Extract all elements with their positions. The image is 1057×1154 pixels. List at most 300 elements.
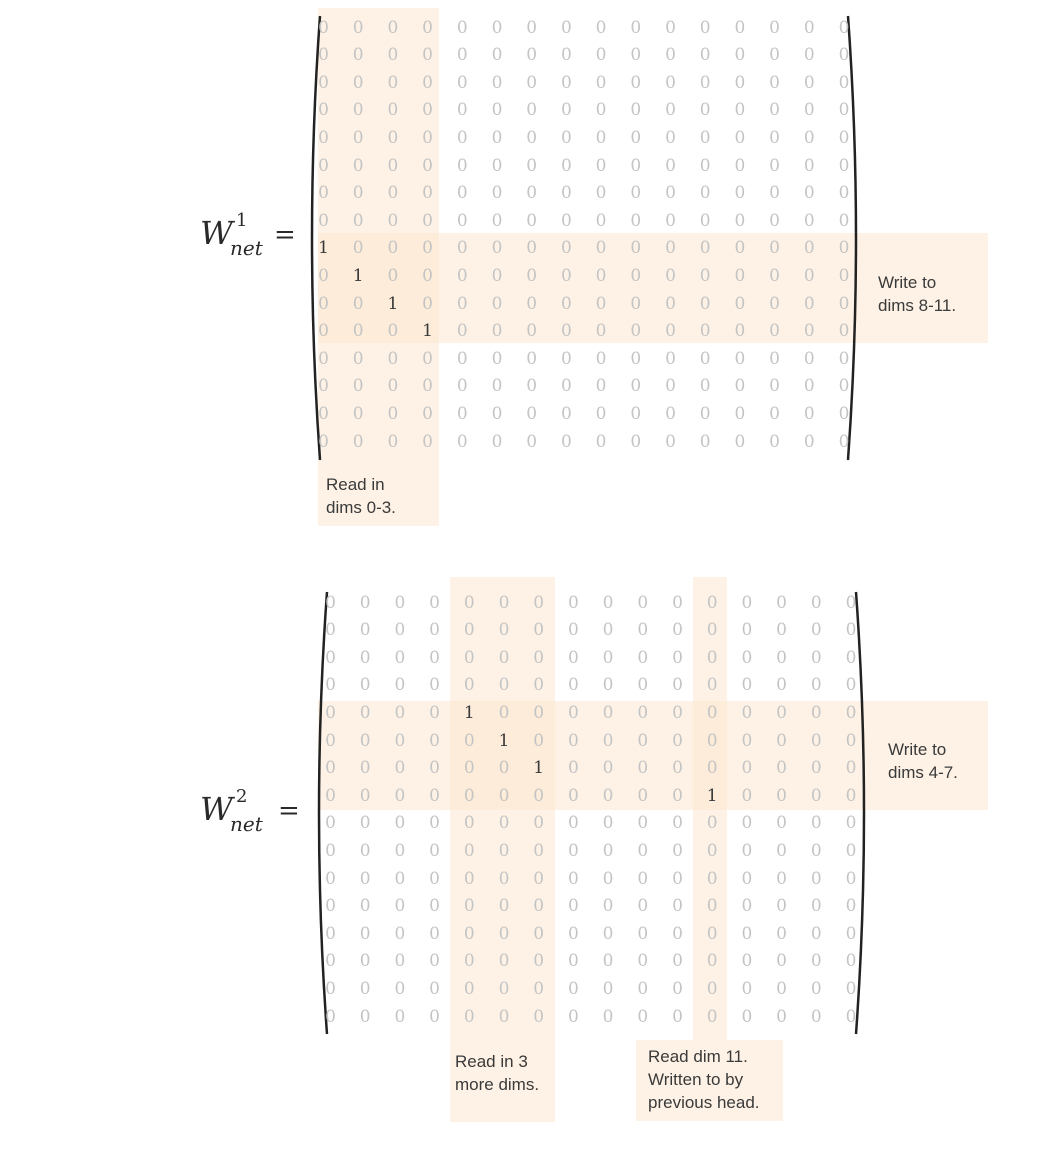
matrix-cell: 0 [776, 1006, 787, 1027]
matrix-cell: 0 [422, 17, 433, 38]
matrix-cell: 0 [526, 72, 538, 93]
matrix-cell: 0 [741, 840, 753, 861]
matrix-cell: 0 [776, 951, 787, 972]
matrix-cell: 0 [672, 702, 683, 723]
matrix-cell: 0 [672, 868, 683, 889]
matrix-cell: 0 [463, 592, 475, 613]
matrix-cell: 0 [429, 978, 440, 999]
matrix-cell-one: 1 [706, 785, 718, 806]
matrix-cell: 0 [845, 675, 857, 696]
matrix-cell: 0 [672, 730, 683, 751]
matrix-cell: 0 [845, 813, 857, 834]
matrix-cell: 0 [803, 155, 815, 176]
matrix-cell: 0 [567, 675, 579, 696]
matrix-cell: 0 [325, 592, 336, 613]
matrix-cell: 0 [776, 620, 787, 641]
matrix-cell: 0 [776, 675, 787, 696]
matrix-cell: 0 [387, 100, 399, 121]
equals-sign: = [278, 796, 300, 826]
matrix-subscript: net [230, 236, 263, 260]
matrix-cell: 0 [769, 431, 780, 452]
matrix-cell: 0 [560, 155, 572, 176]
matrix-cell: 0 [672, 758, 683, 779]
matrix-cell: 0 [491, 293, 503, 314]
matrix-cell: 0 [325, 1006, 336, 1027]
matrix-cell: 0 [602, 868, 614, 889]
matrix-cell: 0 [567, 1006, 579, 1027]
matrix-cell: 0 [769, 348, 780, 369]
matrix-cell: 0 [526, 17, 538, 38]
matrix-cell: 0 [498, 840, 510, 861]
matrix-cell: 0 [491, 376, 503, 397]
read-extra-annotation: Read dim 11. Written to by previous head. [648, 1047, 760, 1112]
matrix-cell: 0 [456, 155, 468, 176]
matrix-cell: 0 [422, 431, 433, 452]
matrix-cell: 0 [429, 758, 440, 779]
matrix-cell: 0 [560, 100, 572, 121]
matrix-cell: 0 [352, 431, 364, 452]
matrix-cell: 0 [769, 403, 780, 424]
matrix-cell: 0 [498, 675, 510, 696]
matrix-cell: 0 [630, 376, 642, 397]
matrix-cell: 0 [352, 72, 364, 93]
matrix-cell: 0 [665, 45, 676, 66]
matrix-cell: 0 [352, 321, 364, 342]
matrix-cell: 0 [498, 1006, 510, 1027]
matrix-cell: 0 [463, 868, 475, 889]
matrix-cell: 0 [734, 127, 746, 148]
matrix-cell: 0 [394, 923, 406, 944]
matrix-cell: 0 [810, 702, 822, 723]
matrix-cell: 0 [352, 100, 364, 121]
matrix-cell: 0 [325, 702, 336, 723]
matrix-cell: 0 [498, 785, 510, 806]
matrix-cell: 0 [560, 127, 572, 148]
matrix-cell: 0 [526, 45, 538, 66]
matrix-cell: 0 [810, 1006, 822, 1027]
matrix-cell: 0 [602, 675, 614, 696]
matrix-cell: 0 [845, 620, 857, 641]
matrix-cell: 0 [422, 293, 433, 314]
matrix-cell: 0 [637, 592, 649, 613]
matrix-cell: 0 [491, 72, 503, 93]
matrix-cell: 0 [491, 348, 503, 369]
matrix-cell: 0 [803, 72, 815, 93]
matrix-cell: 0 [602, 730, 614, 751]
matrix-cell: 0 [699, 100, 711, 121]
matrix-cell: 0 [456, 265, 468, 286]
matrix-cell: 0 [498, 702, 510, 723]
matrix-cell: 0 [560, 403, 572, 424]
matrix-label [200, 210, 300, 264]
matrix-cell: 0 [699, 155, 711, 176]
matrix-cell: 0 [803, 210, 815, 231]
matrix-cell: 0 [387, 265, 399, 286]
matrix-cell: 0 [318, 431, 329, 452]
matrix-cell: 0 [810, 813, 822, 834]
matrix-cell: 0 [526, 210, 538, 231]
matrix-cell: 0 [318, 45, 329, 66]
matrix-cell: 0 [741, 1006, 753, 1027]
matrix-cell: 0 [803, 348, 815, 369]
matrix-cell: 0 [456, 183, 468, 204]
matrix-cell: 0 [769, 183, 780, 204]
matrix-cell: 0 [463, 896, 475, 917]
matrix-cell: 0 [394, 758, 406, 779]
matrix-cell: 0 [803, 127, 815, 148]
matrix-cell: 0 [803, 265, 815, 286]
matrix-cell: 0 [359, 785, 371, 806]
matrix-cell: 0 [463, 730, 475, 751]
matrix-cell: 0 [456, 72, 468, 93]
matrix-cell: 0 [845, 1006, 857, 1027]
matrix-cell: 0 [637, 923, 649, 944]
matrix-cell: 0 [463, 923, 475, 944]
matrix-cell: 0 [838, 155, 850, 176]
matrix-cell: 0 [498, 923, 510, 944]
matrix-cell: 0 [665, 17, 676, 38]
matrix-cell: 0 [429, 647, 440, 668]
matrix-cell: 0 [533, 702, 545, 723]
matrix-cell: 0 [422, 183, 433, 204]
matrix-cell: 0 [394, 785, 406, 806]
matrix-cell: 0 [672, 785, 683, 806]
matrix-cell: 0 [526, 431, 538, 452]
matrix-cell: 0 [456, 376, 468, 397]
matrix-cell: 0 [560, 321, 572, 342]
matrix-cell: 0 [595, 210, 607, 231]
matrix-cell: 0 [838, 321, 850, 342]
matrix-cell: 0 [734, 376, 746, 397]
matrix-cell: 0 [456, 348, 468, 369]
matrix-cell: 0 [325, 896, 336, 917]
matrix-cell: 0 [387, 238, 399, 259]
matrix-cell: 0 [630, 238, 642, 259]
matrix-cell: 0 [567, 978, 579, 999]
matrix-cell: 0 [456, 100, 468, 121]
matrix-cell: 0 [665, 210, 676, 231]
matrix-cell: 0 [699, 376, 711, 397]
matrix-cell: 0 [699, 403, 711, 424]
matrix-cell: 0 [560, 293, 572, 314]
matrix-cell: 0 [630, 72, 642, 93]
matrix-cell: 0 [672, 951, 683, 972]
matrix-cell: 0 [429, 620, 440, 641]
matrix-cell: 0 [776, 813, 787, 834]
matrix-cell: 0 [769, 321, 780, 342]
matrix-cell: 0 [463, 978, 475, 999]
matrix-cell: 0 [491, 127, 503, 148]
matrix-cell: 0 [602, 813, 614, 834]
matrix-cell: 0 [665, 403, 676, 424]
matrix-cell: 0 [359, 951, 371, 972]
matrix-cell: 0 [352, 155, 364, 176]
matrix-cell: 0 [595, 348, 607, 369]
matrix-cell: 0 [769, 376, 780, 397]
matrix-cell: 0 [810, 785, 822, 806]
matrix-cell: 0 [567, 868, 579, 889]
matrix-cell: 0 [630, 265, 642, 286]
matrix-cell: 0 [429, 923, 440, 944]
matrix-cell: 0 [394, 592, 406, 613]
matrix-cell: 0 [838, 17, 850, 38]
matrix-cell: 0 [498, 592, 510, 613]
matrix-cell: 0 [560, 376, 572, 397]
matrix-cell: 0 [352, 376, 364, 397]
matrix-cell: 0 [803, 45, 815, 66]
matrix-cell: 0 [456, 431, 468, 452]
matrix-cell: 0 [630, 321, 642, 342]
matrix-cell: 0 [526, 183, 538, 204]
matrix-cell: 0 [533, 785, 545, 806]
matrix-cell: 0 [845, 978, 857, 999]
matrix-cell: 0 [706, 840, 718, 861]
matrix-cell: 0 [533, 813, 545, 834]
matrix-cell: 0 [672, 840, 683, 861]
matrix-cell: 0 [803, 100, 815, 121]
matrix-cell: 0 [359, 840, 371, 861]
matrix-cell: 0 [491, 45, 503, 66]
matrix-cell: 0 [318, 265, 329, 286]
matrix-cell: 0 [706, 951, 718, 972]
matrix-cell: 0 [734, 183, 746, 204]
matrix-cell: 0 [637, 951, 649, 972]
matrix-cell: 0 [394, 675, 406, 696]
matrix-cell-one: 1 [422, 321, 433, 342]
matrix-cell: 0 [533, 840, 545, 861]
matrix-cell: 0 [526, 238, 538, 259]
matrix-cell: 0 [456, 321, 468, 342]
matrix-cell: 0 [463, 813, 475, 834]
matrix-cell: 0 [699, 72, 711, 93]
matrix-cell: 0 [352, 238, 364, 259]
matrix-cell: 0 [491, 403, 503, 424]
matrix-cell: 0 [526, 321, 538, 342]
matrix-cell: 0 [665, 183, 676, 204]
matrix-cell: 0 [359, 758, 371, 779]
matrix-cell: 0 [560, 72, 572, 93]
matrix-cell: 0 [456, 127, 468, 148]
matrix-cell: 0 [560, 238, 572, 259]
matrix-cell: 0 [810, 868, 822, 889]
matrix-cell: 0 [595, 403, 607, 424]
matrix-cell: 0 [422, 155, 433, 176]
matrix-cell: 0 [429, 730, 440, 751]
matrix-cell: 0 [533, 592, 545, 613]
matrix-cell: 0 [734, 45, 746, 66]
matrix-cell: 0 [352, 293, 364, 314]
matrix-cell: 0 [567, 951, 579, 972]
matrix-cell: 0 [769, 265, 780, 286]
matrix-cell: 0 [560, 431, 572, 452]
matrix-cell: 0 [422, 376, 433, 397]
matrix-cell: 0 [734, 210, 746, 231]
matrix-cell: 0 [526, 155, 538, 176]
matrix-cell: 0 [602, 758, 614, 779]
matrix-cell: 0 [706, 978, 718, 999]
matrix-cell: 0 [810, 730, 822, 751]
matrix-cell: 0 [769, 127, 780, 148]
matrix-cell: 0 [498, 868, 510, 889]
matrix-cell: 0 [325, 923, 336, 944]
matrix-cell: 0 [526, 348, 538, 369]
matrix-cell: 0 [387, 348, 399, 369]
matrix-cell: 0 [394, 702, 406, 723]
matrix-cell: 0 [734, 348, 746, 369]
write-annotation: Write to dims 4-7. [888, 740, 958, 782]
matrix-cell: 0 [776, 592, 787, 613]
matrix-cell: 0 [595, 100, 607, 121]
matrix-cell: 0 [665, 238, 676, 259]
matrix-cell: 0 [387, 155, 399, 176]
matrix-cell: 0 [394, 951, 406, 972]
matrix-cell: 0 [734, 238, 746, 259]
matrix-cell: 0 [387, 376, 399, 397]
matrix-cell: 0 [498, 978, 510, 999]
matrix-cell: 0 [741, 758, 753, 779]
matrix-cell: 0 [498, 647, 510, 668]
matrix-cell: 0 [429, 592, 440, 613]
matrix-cell: 0 [359, 730, 371, 751]
matrix-cell: 0 [491, 183, 503, 204]
matrix-cell: 0 [665, 127, 676, 148]
matrix-cell: 0 [533, 978, 545, 999]
matrix-cell: 0 [359, 868, 371, 889]
matrix-cell: 0 [567, 730, 579, 751]
matrix-cell: 0 [325, 951, 336, 972]
matrix-cell-one: 1 [318, 238, 329, 259]
matrix-cell: 0 [769, 238, 780, 259]
matrix-cell: 0 [803, 238, 815, 259]
matrix-cell: 0 [491, 100, 503, 121]
matrix-cell: 0 [429, 785, 440, 806]
matrix-cell: 0 [630, 183, 642, 204]
matrix-cell: 0 [741, 620, 753, 641]
matrix-cell: 0 [602, 923, 614, 944]
matrix-cell: 0 [429, 1006, 440, 1027]
matrix-cell: 0 [429, 840, 440, 861]
matrix-superscript: 2 [236, 786, 248, 807]
matrix-cell: 0 [352, 183, 364, 204]
matrix-cell: 0 [630, 431, 642, 452]
matrix-cell: 0 [665, 293, 676, 314]
equals-sign: = [274, 220, 296, 250]
matrix-cell: 0 [602, 702, 614, 723]
write-annotation: Write to dims 8-11. [878, 273, 957, 315]
matrix-cell: 0 [595, 265, 607, 286]
matrix-cell: 0 [602, 978, 614, 999]
matrix-cell: 0 [630, 155, 642, 176]
matrix-cell: 0 [318, 155, 329, 176]
matrix-cell: 0 [699, 45, 711, 66]
matrix-cell: 0 [769, 17, 780, 38]
matrix-cell: 0 [387, 183, 399, 204]
matrix-cell: 0 [595, 293, 607, 314]
matrix-cell: 0 [602, 620, 614, 641]
matrix-cell: 0 [429, 675, 440, 696]
matrix-cell: 0 [741, 923, 753, 944]
read-annotation: Read in dims 0-3. [326, 475, 396, 517]
matrix-cell: 0 [526, 376, 538, 397]
matrix-cell: 0 [699, 321, 711, 342]
matrix-cell: 0 [491, 265, 503, 286]
matrix-cell-one: 1 [498, 730, 510, 751]
matrix-cell: 0 [318, 210, 329, 231]
matrix-cell: 0 [394, 813, 406, 834]
matrix-cell: 0 [422, 72, 433, 93]
matrix-cell: 0 [429, 896, 440, 917]
matrix-cell: 0 [491, 17, 503, 38]
matrix-cell: 0 [456, 293, 468, 314]
matrix-cell: 0 [630, 127, 642, 148]
matrix-cell: 0 [560, 45, 572, 66]
matrix-cell: 0 [769, 72, 780, 93]
matrix-cell: 0 [533, 923, 545, 944]
matrix-cell: 0 [422, 45, 433, 66]
matrix-cell: 0 [734, 431, 746, 452]
matrix-cell: 0 [810, 978, 822, 999]
matrix-cell: 0 [706, 813, 718, 834]
matrix-cell: 0 [665, 348, 676, 369]
matrix-cell: 0 [845, 647, 857, 668]
matrix-cell: 0 [665, 321, 676, 342]
matrix-cell: 0 [803, 403, 815, 424]
matrix-cell: 0 [838, 210, 850, 231]
matrix-cell: 0 [637, 813, 649, 834]
matrix-cell: 0 [602, 951, 614, 972]
matrix-cell: 0 [394, 1006, 406, 1027]
matrix-cell: 0 [602, 785, 614, 806]
matrix-cell-one: 1 [387, 293, 399, 314]
matrix-cell: 0 [672, 813, 683, 834]
matrix-cell: 0 [810, 592, 822, 613]
matrix-cell: 0 [526, 265, 538, 286]
matrix-cell: 0 [560, 183, 572, 204]
matrix-cell: 0 [394, 840, 406, 861]
matrix-cell: 0 [838, 72, 850, 93]
matrix-cell: 0 [498, 620, 510, 641]
matrix-cell: 0 [741, 702, 753, 723]
read-annotation: Read in 3 more dims. [455, 1052, 540, 1094]
matrix-cell: 0 [630, 210, 642, 231]
matrix-cell: 0 [838, 183, 850, 204]
matrix-cell: 0 [637, 785, 649, 806]
matrix-cell: 0 [560, 17, 572, 38]
matrix-cell: 0 [352, 348, 364, 369]
matrix-cell: 0 [318, 100, 329, 121]
matrix-cell: 0 [318, 293, 329, 314]
matrix-cell: 0 [637, 840, 649, 861]
matrix-cell: 0 [456, 17, 468, 38]
matrix-cell: 0 [463, 840, 475, 861]
matrix-cell: 0 [422, 238, 433, 259]
matrix-cell: 0 [672, 1006, 683, 1027]
matrix-cell: 0 [387, 72, 399, 93]
matrix-cell: 0 [394, 868, 406, 889]
matrix-cell: 0 [463, 951, 475, 972]
matrix-cell: 0 [533, 647, 545, 668]
matrix-cell: 0 [429, 868, 440, 889]
matrix-symbol: W [200, 214, 233, 252]
matrix-cell: 0 [838, 127, 850, 148]
matrix-cell: 0 [699, 265, 711, 286]
matrix-cell: 0 [318, 183, 329, 204]
matrix-cell: 0 [422, 100, 433, 121]
matrix-cell: 0 [567, 758, 579, 779]
matrix-cell: 0 [422, 127, 433, 148]
matrix-cell: 0 [838, 238, 850, 259]
matrix-cell: 0 [491, 431, 503, 452]
